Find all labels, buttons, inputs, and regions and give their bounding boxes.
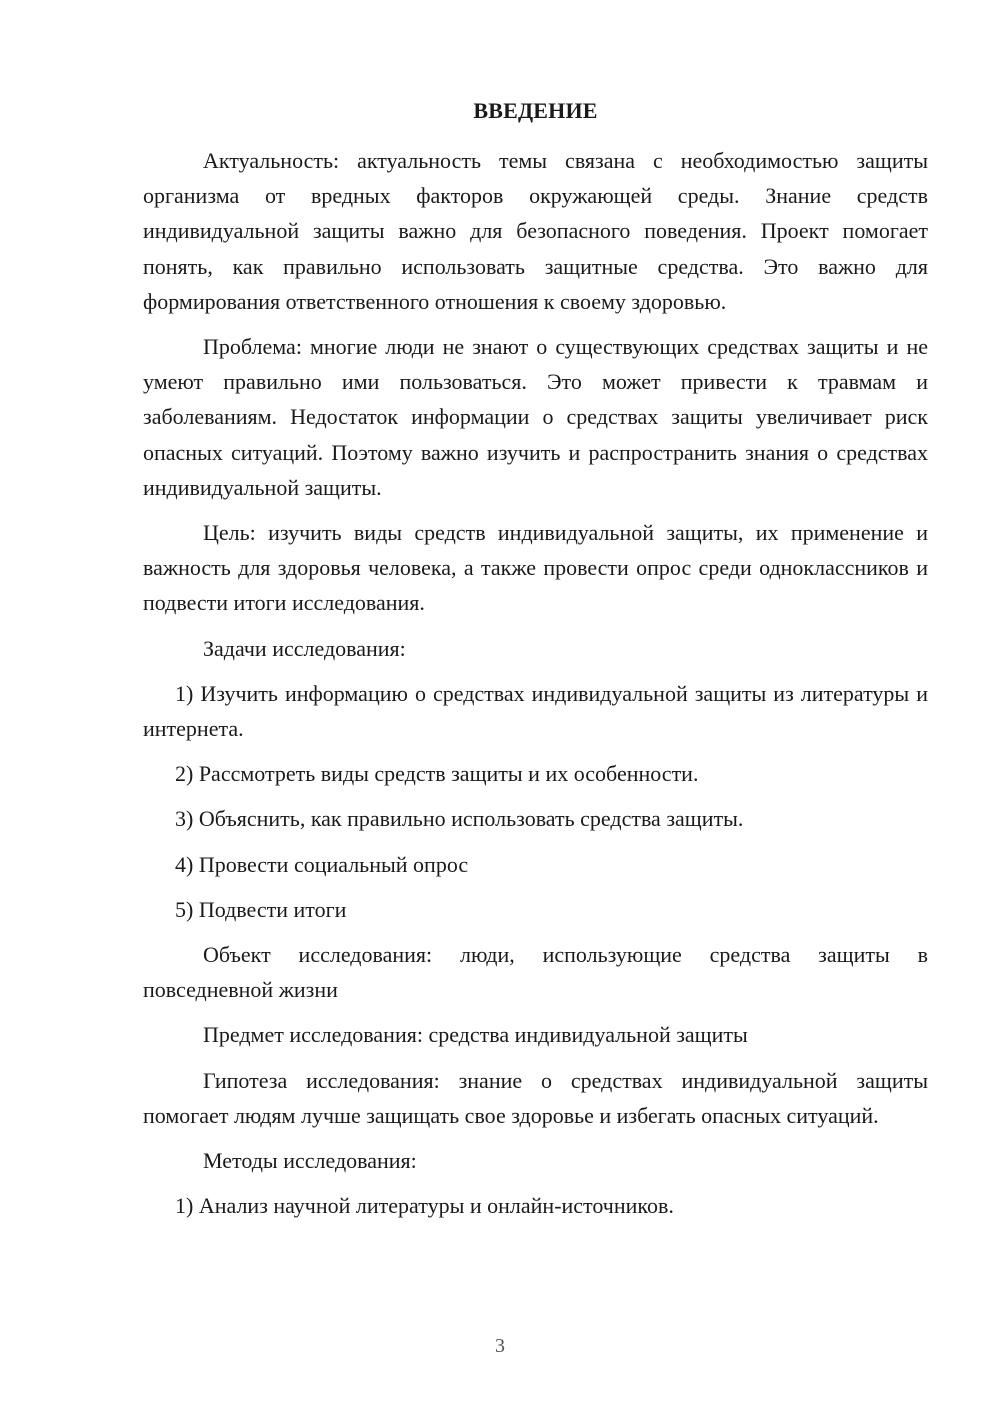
task-item-3: 3) Объяснить, как правильно использовать средства защиты. — [175, 806, 744, 832]
paragraph-goal: Цель: изучить виды средств индивидуальной защиты, их применение и важность для здоровья человека, а также провести опрос среди одноклассников и подвести итоги исследования. — [143, 520, 928, 616]
section-title: ВВЕДЕНИЕ — [473, 98, 598, 123]
page-content — [143, 97, 928, 1233]
method-item-1: 1) Анализ научной литературы и онлайн-источников. — [175, 1193, 674, 1219]
task-item-5: 5) Подвести итоги — [175, 896, 347, 922]
task-item-2: 2) Рассмотреть виды средств защиты и их особенности. — [175, 761, 699, 787]
task-item-1: 1) Изучить информацию о средствах индивидуальной защиты из литературы и интернета. — [143, 680, 928, 742]
paragraph-object: Объект исследования: люди, использующие средства защиты в повседневной жизни — [143, 942, 928, 1003]
paragraph-problem: Проблема: многие люди не знают о существующих средствах защиты и не умеют правильно ими пользоваться. Это может привести к травмам и заболеваниям. Недостаток информации о средствах защиты увеличивает риск опасных ситуаций. Поэтому важно изучить и распространить знания о средствах индивидуальной защиты. — [143, 334, 928, 500]
paragraph-relevance: Актуальность: актуальность темы связана с необходимостью защиты организма от вредных факторов окружающей среды. Знание средств индивидуальной защиты важно для безопасного поведения. Проект помогает понять, как правильно использовать защитные средства. Это важно для формирования ответственного отношения к своему здоровью. — [143, 148, 928, 314]
methods-heading: Методы исследования: — [203, 1148, 417, 1174]
paragraph-subject: Предмет исследования: средства индивидуальной защиты — [203, 1022, 748, 1048]
task-item-4: 4) Провести социальный опрос — [175, 851, 469, 877]
paragraph-hypothesis: Гипотеза исследования: знание о средствах индивидуальной защиты помогает людям лучше защищать свое здоровье и избегать опасных ситуаций. — [143, 1067, 928, 1128]
page-number: 3 — [495, 1335, 505, 1357]
tasks-heading: Задачи исследования: — [203, 635, 406, 661]
